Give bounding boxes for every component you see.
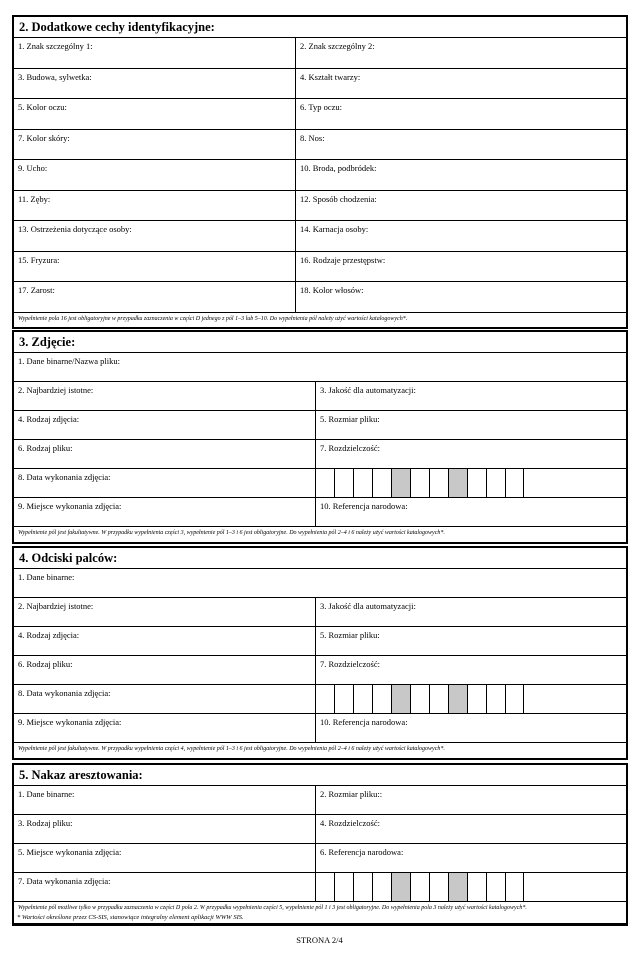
section-title: 4. Odciski palców: (19, 551, 118, 565)
form-field[interactable]: 2. Najbardziej istotne: (14, 382, 316, 410)
form-row (14, 220, 626, 251)
section-title: 3. Zdjęcie: (19, 335, 76, 349)
form-field[interactable]: 18. Kolor włosów: (300, 285, 364, 295)
form-field[interactable]: 4. Rodzaj zdjęcia: (14, 627, 316, 655)
form-row (14, 497, 626, 526)
form-row (14, 468, 626, 497)
date-digit-box[interactable] (372, 873, 391, 901)
date-digit-box[interactable] (353, 873, 372, 901)
date-separator-box (448, 873, 467, 901)
date-digit-box[interactable] (505, 469, 524, 497)
date-digit-box[interactable] (467, 469, 486, 497)
form-field[interactable]: 4. Rozdzielczość: (320, 818, 380, 828)
form-row (14, 655, 626, 684)
date-digit-box[interactable] (467, 685, 486, 713)
section-fingerprints (12, 546, 628, 760)
form-field[interactable]: 17. Zarost: (14, 282, 296, 312)
form-field[interactable]: 3. Budowa, sylwetka: (14, 69, 296, 99)
form-field[interactable]: 5. Rozmiar pliku: (320, 414, 380, 424)
form-row (14, 251, 626, 282)
form-field[interactable]: 7. Rozdzielczość: (320, 443, 380, 453)
form-row (14, 98, 626, 129)
form-field[interactable]: 16. Rodzaje przestępstw: (300, 254, 386, 265)
form-field[interactable]: 7. Rozdzielczość: (320, 659, 380, 669)
form-field[interactable]: 5. Miejsce wykonania zdjęcia: (14, 844, 316, 872)
field-binary-data[interactable]: 1. Dane binarne: (18, 572, 75, 582)
date-separator-box (391, 685, 410, 713)
form-field[interactable]: 13. Ostrzeżenia dotyczące osoby: (14, 221, 296, 251)
date-digit-box[interactable] (429, 469, 448, 497)
form-field[interactable]: 11. Zęby: (14, 191, 296, 221)
date-digit-box[interactable] (334, 685, 353, 713)
field-binary-data[interactable]: 1. Dane binarne/Nazwa pliku: (18, 356, 120, 366)
form-row (14, 439, 626, 468)
date-digit-box[interactable] (486, 685, 505, 713)
section-title: 5. Nakaz aresztowania: (19, 768, 143, 782)
form-field[interactable]: 3. Jakość dla automatyzacji: (320, 601, 416, 611)
date-separator-box (391, 873, 410, 901)
form-field[interactable]: 3. Rodzaj pliku: (14, 815, 316, 843)
section-title: 2. Dodatkowe cechy identyfikacyjne: (19, 20, 215, 34)
date-boxes[interactable] (316, 685, 626, 713)
form-field[interactable]: 6. Referencja narodowa: (320, 847, 404, 857)
form-row (14, 159, 626, 190)
form-field[interactable]: 14. Karnacja osoby: (300, 224, 369, 234)
date-digit-box[interactable] (486, 469, 505, 497)
date-digit-box[interactable] (505, 685, 524, 713)
form-row (14, 814, 626, 843)
form-row (14, 785, 626, 814)
date-digit-box[interactable] (334, 873, 353, 901)
section-photo (12, 330, 628, 544)
section-note: Wypełnienie pola 16 jest obligatoryjne w przypadku zaznaczenia w części D jednego z pól 1–3 lub 5–10. Do wypełnienia pól należy użyć wartości katalogowych*. (14, 312, 626, 327)
form-row (14, 410, 626, 439)
date-digit-box[interactable] (505, 873, 524, 901)
date-separator-box (448, 469, 467, 497)
date-digit-box[interactable] (410, 685, 429, 713)
form-field[interactable]: 10. Referencja narodowa: (320, 501, 408, 511)
date-digit-box[interactable] (410, 873, 429, 901)
form-field[interactable]: 2. Znak szczególny 2: (300, 41, 375, 51)
form-field[interactable]: 4. Rodzaj zdjęcia: (14, 411, 316, 439)
form-row (14, 129, 626, 160)
page-number: STRONA 2/4 (296, 935, 343, 945)
form-field[interactable]: 15. Fryzura: (14, 252, 296, 282)
form-field[interactable]: 8. Nos: (300, 132, 325, 143)
date-digit-box[interactable] (372, 469, 391, 497)
section-note: Wypełnienie pól jest fakultatywne. W przypadku wypełnienia części 3, wypełnienie pól 1–3 i 6 jest obligatoryjne. Do wypełnienia pól 2–4 i 6 należy użyć wartości katalogowych*. (14, 526, 626, 542)
date-separator-box (391, 469, 410, 497)
form-field[interactable]: 6. Rodzaj pliku: (14, 656, 316, 684)
date-digit-box[interactable] (429, 685, 448, 713)
form-field[interactable]: 6. Rodzaj pliku: (14, 440, 316, 468)
form-field[interactable]: 5. Kolor oczu: (14, 99, 296, 129)
form-field[interactable]: 8. Data wykonania zdjęcia: (14, 685, 316, 713)
form-field[interactable]: 9. Ucho: (14, 160, 296, 190)
date-digit-box[interactable] (410, 469, 429, 497)
form-field[interactable]: 1. Znak szczególny 1: (14, 38, 296, 68)
form-row (14, 68, 626, 99)
form-field[interactable]: 10. Referencja narodowa: (320, 717, 408, 727)
date-digit-box[interactable] (467, 873, 486, 901)
form-field[interactable]: 4. Kształt twarzy: (300, 71, 361, 82)
date-digit-box[interactable] (486, 873, 505, 901)
form-row (14, 381, 626, 410)
form-row (14, 190, 626, 221)
form-field[interactable]: 10. Broda, podbródek: (300, 163, 377, 173)
form-field[interactable]: 9. Miejsce wykonania zdjęcia: (14, 714, 316, 742)
form-row (14, 713, 626, 742)
form-row (14, 597, 626, 626)
footnote: * Wartości określone przez CS-SIS, stanowiące integralny element aplikacji WWW SIS. (12, 912, 628, 924)
form-row (14, 684, 626, 713)
date-digit-box[interactable] (353, 685, 372, 713)
date-separator-box (448, 685, 467, 713)
section-additional-features (12, 15, 628, 329)
form-field[interactable]: 7. Data wykonania zdjęcia: (14, 873, 316, 901)
form-field[interactable]: 12. Sposób chodzenia: (300, 193, 377, 204)
date-boxes[interactable] (316, 873, 626, 901)
form-row (14, 626, 626, 655)
date-digit-box[interactable] (429, 873, 448, 901)
form-row (14, 37, 626, 68)
form-field[interactable]: 1. Dane binarne: (14, 786, 316, 814)
form-row (14, 281, 626, 312)
section-note: Wypełnienie pól jest fakultatywne. W przypadku wypełnienia części 4, wypełnienie pól 1–3 i 6 jest obligatoryjne. Do wypełnienia pól 2–4 i 6 należy użyć wartości katalogowych*. (14, 742, 626, 758)
form-row (14, 843, 626, 872)
form-field[interactable]: 5. Rozmiar pliku: (320, 630, 380, 640)
form-field[interactable]: 2. Najbardziej istotne: (14, 598, 316, 626)
date-digit-box[interactable] (334, 469, 353, 497)
section-arrest-warrant (12, 763, 628, 926)
date-digit-box[interactable] (372, 685, 391, 713)
section-note: Wypełnienie pól możliwe tylko w przypadku zaznaczenia w części D pola 2. W przypadku wypełnienia części 5, wypełnienie pól 1 i 3 jest obligatoryjne. Do wypełnienia pola 3 należy użyć wartości katalogowych*. (14, 901, 626, 924)
form-field[interactable]: 9. Miejsce wykonania zdjęcia: (14, 498, 316, 526)
form-field[interactable]: 2. Rozmiar pliku:: (320, 789, 383, 799)
form-row (14, 872, 626, 901)
form-field[interactable]: 8. Data wykonania zdjęcia: (14, 469, 316, 497)
form-field[interactable]: 6. Typ oczu: (300, 102, 342, 112)
form-field[interactable]: 7. Kolor skóry: (14, 130, 296, 160)
date-boxes[interactable] (316, 469, 626, 497)
form-field[interactable]: 3. Jakość dla automatyzacji: (320, 385, 416, 395)
date-digit-box[interactable] (353, 469, 372, 497)
